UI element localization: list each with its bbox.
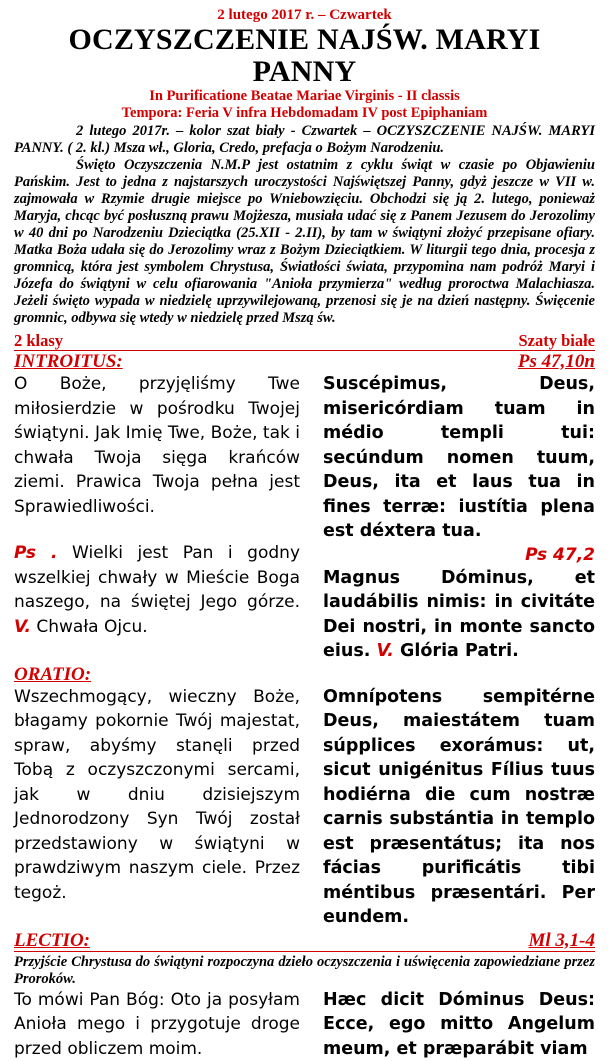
- lectio-columns: [14, 988, 595, 1061]
- psalm-latin-text: Magnus Dóminus, et laudábilis nimis: in civitáte Dei nostri, in monte sancto eius.: [323, 568, 595, 662]
- oratio-polish: Wszechmogący, wieczny Boże, błagamy pokornie Twój majestat, spraw, abyśmy stanęli przed Tobą z oczyszczonymi sercami, jak w dniu dzisiejszym Jednorodzony Syn Twój został przedstawiony w świątyni w prawdziwym naszym ciele. Przez tegoż.: [14, 685, 300, 930]
- missal-page: [14, 6, 595, 1061]
- class-bar: [14, 331, 595, 351]
- feast-title: OCZYSZCZENIE NAJŚW. MARYI PANNY: [14, 24, 595, 88]
- introitus-polish: [14, 372, 300, 664]
- introitus-heading-row: [14, 351, 595, 372]
- class-label: 2 klasy: [14, 331, 63, 350]
- lectio-polish: To mówi Pan Bóg: Oto ja posyłam Anioła mego i przygotuje droge przed obliczem moim.: [14, 988, 300, 1061]
- introitus-psalm-latin: [323, 566, 595, 664]
- intro-paragraph-2: Święto Oczyszczenia N.M.P jest ostatnim z cyklu świąt w czasie po Objawieniu Pańskim. Jest to jedna z najstarszych uroczystości Najświętszej Panny, gdyż jeszcze w VII w. zajmowała w Rzymie drugie miejsce po Wniebowzięciu. Obchodzi się ją 2. lutego, ponieważ Maryja, chcąc być posłuszną prawu Mojżesza, musiała udać się z Panem Jezusem do Jerozolimy w 40 dni po Narodzeniu Dzieciątka (25.XII - 2.II), by tam w świątyni złożyć przepisane ofiary. Matka Boża udała się do Jerozolimy wraz z Bożym Dzieciątkiem. W liturgii tego dnia, procesja z gromnicą, która jest symbolem Chrystusa, Światłości świata, przypomina nam podróż Maryi i Józefa do świątyni w celu ofiarowania "Anioła przymierza" według proroctwa Malachiasza. Jeżeli święto wypada w niedzielę uprzywilejowaną, przenosi się je na dzień następny. Święcenie gromnic, odbywa się wtedy w niedzielę przed Mszą św.: [14, 157, 595, 327]
- versicle-polish-text: Chwała Ojcu.: [36, 617, 147, 637]
- lectio-latin: Hæc dicit Dóminus Deus: Ecce, ego mitto Angelum meum, et præparábit viam: [323, 988, 595, 1061]
- intro-paragraph-1: 2 lutego 2017r. – kolor szat biały - Czwartek – OCZYSZCZENIE NAJŚW. MARYI PANNY. ( 2. kl.) Msza wł., Gloria, Credo, prefacja o Bożym Narodzeniu.: [14, 123, 595, 157]
- oratio-columns: [14, 685, 595, 930]
- introitus-polish-text: O Boże, przyjęliśmy Twe miłosierdzie w pośrodku Twojej świątyni. Jak Imię Twe, Boże, tak i chwała Twoja sięga krańców ziemi. Prawica Twoja pełna jest Sprawiedliwości.: [14, 372, 300, 519]
- introitus-heading: INTROITUS:: [14, 351, 123, 372]
- lectio-heading-row: [14, 930, 595, 951]
- tempora-line: Tempora: Feria V infra Hebdomadam IV post Epiphaniam: [14, 105, 595, 122]
- lectio-heading: LECTIO:: [14, 930, 90, 951]
- lectio-reference: Ml 3,1-4: [529, 930, 596, 951]
- oratio-heading-row: [14, 664, 595, 685]
- introitus-reference: Ps 47,10n: [518, 351, 595, 372]
- vestment-color-label: Szaty białe: [518, 331, 595, 350]
- introitus-latin: [323, 372, 595, 664]
- oratio-latin: Omnípotens sempitérne Deus, maiestátem tuam súpplices exorámus: ut, sicut unigénitus Fílius tuus hodiérna die cum nostræ carnis substántia in templo est præsentátus; ita nos fácias purificátis tibi méntibus præsentári. Per eundem.: [323, 685, 595, 930]
- oratio-heading: ORATIO:: [14, 664, 91, 685]
- psalm-reference: Ps 47,2: [323, 544, 595, 566]
- versicle-mark: V.: [14, 617, 31, 637]
- introitus-psalm-polish: [14, 541, 300, 639]
- psalm-mark: Ps .: [14, 543, 57, 563]
- versicle-latin-text: Glória Patri.: [400, 641, 519, 661]
- versicle-mark-latin: V.: [376, 641, 393, 661]
- latin-title: In Purificatione Beatae Mariae Virginis - II classis: [14, 88, 595, 105]
- introitus-columns: [14, 372, 595, 664]
- date-line: 2 lutego 2017 r. – Czwartek: [14, 6, 595, 24]
- feast-introduction: [14, 123, 595, 327]
- introitus-latin-text: Suscépimus, Deus, misericórdiam tuam in médio templi tui: secúndum nomen tuum, Deus, ita et laus tua in fines terræ: iustítia plena est déxtera tua.: [323, 372, 595, 544]
- lectio-summary: Przyjście Chrystusa do świątyni rozpoczyna dzieło oczyszczenia i uświęcenia zapowiedziane przez Proroków.: [14, 951, 595, 988]
- psalm-polish-text: Wielki jest Pan i godny wszelkiej chwały w Mieście Boga naszego, na świętej Jego górze.: [14, 543, 300, 612]
